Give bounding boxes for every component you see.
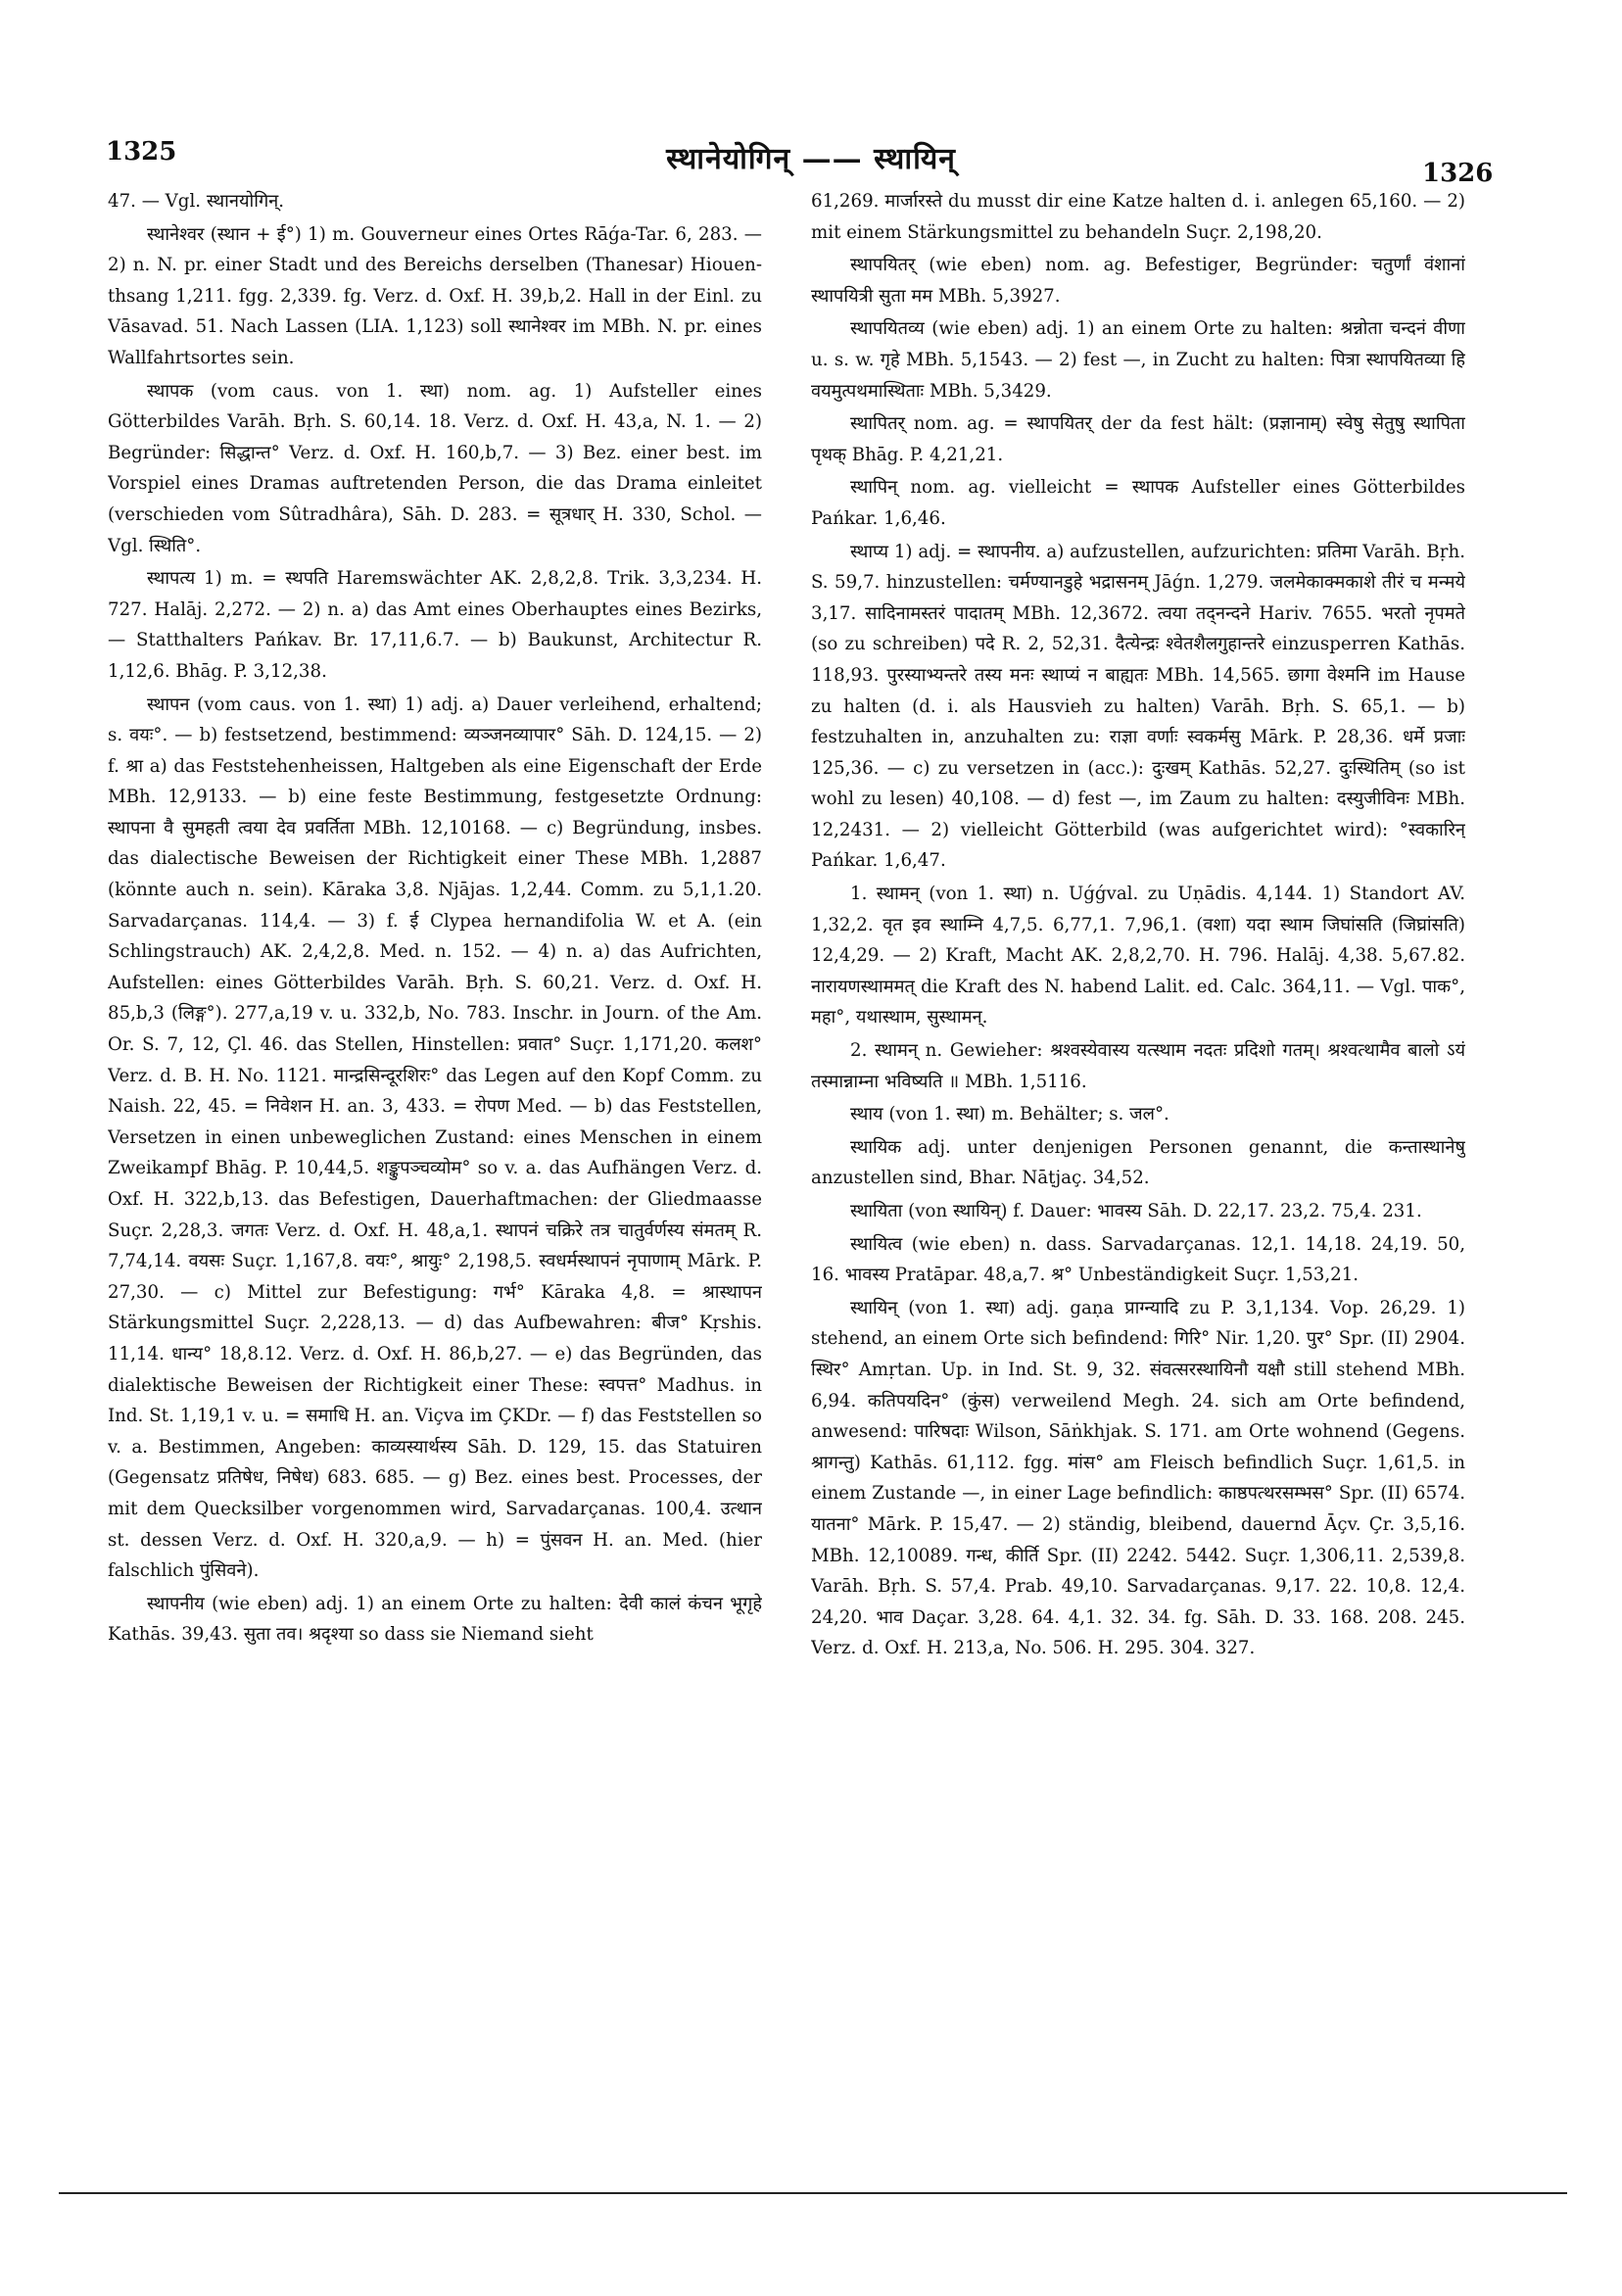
entry: स्थापक (vom caus. von 1. स्था) nom. ag. 1) Aufsteller eines Götterbildes Varāh. Bṛh. S. 60,14. 18. Verz. d. Oxf. H. 43,a, N. 1. — 2) Begründer: सिद्धान्त° Verz. d. Oxf. H. 160,b,7. — 3) Bez. einer best. im Vorspiel eines Dramas auftretenden Person, die das Drama einleitet (verschieden vom Sûtradhâra), Sāh. D. 283. = सूत्रधार् H. 330, Schol. — Vgl. स्थिति°. (108, 380, 762, 556)
right-column (811, 186, 1465, 2175)
entry: स्थापिन् nom. ag. vielleicht = स्थापक Aufsteller eines Götterbildes Pańkar. 1,6,46. (811, 477, 1465, 529)
page-number-right: 1326 (1422, 159, 1494, 188)
entry: स्थापितर् nom. ag. = स्थापयितर् der da fest hält: (प्रज्ञानाम्) स्वेषु सेतुषु स्थापिता पृथक् Bhāg. P. 4,21,21. (811, 413, 1465, 465)
entry: स्थायिन् (von 1. स्था) adj. gaṇa प्राग्न्यादि zu P. 3,1,134. Vop. 26,29. 1) stehend, an einem Orte sich befindend: गिरि° Nir. 1,20. पुर° Spr. (II) 2904. स्थिर° Amṛtan. Up. in Ind. St. 9, 32. संवत्सरस्थायिनौ यक्षौ still stehend MBh. 6,94. कतिपयदिन° (कुंस) verweilend Megh. 24. sich am Orte befindend, anwesend: पारिषदाः Wilson, Sāṅkhjak. S. 171. am Orte wohnend (Gegens. श्रागन्तु) Kathās. 61,112. fgg. मांस° am Fleisch befindlich Suçr. 1,61,5. in einem Zustande —, in einer Lage befindlich: काष्ठपत्थरसम्भस° Spr. (II) 6574. यातना° Mārk. P. 15,47. — 2) ständig, bleibend, dauernd Āçv. Çr. 3,5,16. MBh. 12,10089. गन्ध, कीर्ति Spr. (II) 2242. 5442. Suçr. 1,306,11. 2,539,8. Varāh. Bṛh. S. 57,4. Prab. 49,10. Sarvadarçanas. 9,17. 22. 10,8. 12,4. 24,20. भाव Daçar. 3,28. 64. 4,1. 32. 34. fg. Sāh. D. 33. 168. 208. 245. Verz. d. Oxf. H. 213,a, No. 506. H. 295. 304. 327. (811, 1297, 1465, 1659)
entry: 61,269. मार्जारस्ते du musst dir eine Katze halten d. i. anlegen 65,160. — 2) mit einem Stärkungsmittel zu behandeln Suçr. 2,198,20. (811, 191, 1465, 243)
entry: स्थानेश्वर (स्थान + ई°) 1) m. Gouverneur eines Ortes Rāǵa-Tar. 6, 283. — 2) n. N. pr. einer Stadt und des Bereichs derselben (Thanesar) Hiouen-thsang 1,211. fgg. 2,339. fg. Verz. d. Oxf. H. 39,b,2. Hall in der Einl. zu Vāsavad. 51. Nach Lassen (LIA. 1,123) soll स्थानेश्वर im MBh. N. pr. eines Wallfahrtsortes sein. (108, 223, 762, 368)
entry: स्थायिक adj. unter denjenigen Personen genannt, die कन्तास्थानेषु anzustellen sind, Bhar. Nāṭjaç. 34,52. (811, 1136, 1465, 1189)
entry: 1. स्थामन् (von 1. स्था) n. Uǵǵval. zu Uṇādis. 4,144. 1) Standort AV. 1,32,2. वृत इव स्थाम्नि 4,7,5. 6,77,1. 7,96,1. (वशा) यदा स्थाम जिघांसति (जिघ्रांसति) 12,4,29. — 2) Kraft, Macht AK. 2,8,2,70. H. 796. Halāj. 4,38. 5,67.82. नारायणस्थाममत् die Kraft des N. habend Lalit. ed. Calc. 364,11. — Vgl. पाक°, महा°, यथास्थाम, सुस्थामन्. (811, 884, 1465, 1028)
entry: स्थापन (vom caus. von 1. स्था) 1) adj. a) Dauer verleihend, erhaltend; s. वयः°. — b) festsetzend, bestimmend: व्यञ्जनव्यापार° Sāh. D. 124,15. — 2) f. श्रा a) das Feststehenheissen, Haltgeben als eine Eigenschaft der Erde MBh. 12,9133. — b) eine feste Bestimmung, festgesetzte Ordnung: स्थापना वै सुमहती त्वया देव प्रवर्तिता MBh. 12,10168. — c) Begründung, insbes. das dialectische Beweisen der Richtigkeit einer These MBh. 1,2887 (könnte auch n. sein). Kāraka 3,8. Njājas. 1,2,44. Comm. zu 5,1,1.20. Sarvadarçanas. 114,4. — 3) f. ई Clypea hernandifolia W. et A. (ein Schlingstrauch) AK. 2,4,2,8. Med. n. 152. — 4) n. a) das Aufrichten, Aufstellen: eines Götterbildes Varāh. Bṛh. S. 60,21. Verz. d. Oxf. H. 85,b,3 (लिङ्ग°). 277,a,19 v. u. 332,b, No. 783. Inschr. in Journ. of the Am. Or. S. 7, 12, Çl. 46. das Stellen, Hinstellen: प्रवात° Suçr. 1,171,20. कलश° Verz. d. B. H. No. 1121. मान्द्रसिन्दूरशिरः° das Legen auf den Kopf Comm. zu Naish. 22, 45. = निवेशन H. an. 3, 433. = रोपण Med. — b) das Feststellen, Versetzen in einen unbeweglichen Zustand: eines Menschen in einem Zweikampf Bhāg. P. 10,44,5. शङ्कुपञ्चव्योम° so v. a. das Aufhängen Verz. d. Oxf. H. 322,b,13. das Befestigen, Dauerhaftmachen: der Gliedmaasse Suçr. 2,28,3. जगतः Verz. d. Oxf. H. 48,a,1. स्थापनं चक्रिरे तत्र चातुर्वर्णस्य संमतम् R. 7,74,14. वयसः Suçr. 1,167,8. वयः°, श्रायुः° 2,198,5. स्वधर्मस्थापनं नृपाणाम् Mārk. P. 27,30. — c) Mittel zur Befestigung: गर्भ° Kāraka 4,8. = श्रास्थापन Stärkungsmittel Suçr. 2,228,13. — d) das Aufbewahren: बीज° Kṛshis. 11,14. धान्य° 18,8.12. Verz. d. Oxf. H. 86,b,27. — e) das Begründen, das dialektische Beweisen der Richtigkeit einer These: स्वपत्त° Madhus. in Ind. St. 1,19,1 v. u. = समाधि H. an. Viçva im ÇKDr. — f) das Feststellen so v. a. Bestimmen, Angeben: काव्यस्यार्थस्य Sāh. D. 129, 15. das Statuiren (Gegensatz प्रतिषेध, निषेध) 683. 685. — g) Bez. eines best. Processes, der mit dem Quecksilber vorgenommen wird, Sarvadarçanas. 100,4. उत्थान st. dessen Verz. d. Oxf. H. 320,a,9. — h) = पुंसवन H. an. Med. (hier falschlich पुंसिवने). (108, 694, 762, 1582)
entry: स्थाप्य 1) adj. = स्थापनीय. a) aufzustellen, aufzurichten: प्रतिमा Varāh. Bṛh. S. 59,7. hinzustellen: चर्मण्यानडुहे भद्रासनम् Jāǵn. 1,279. जलमेकाक्मकाशे तीरं च मन्मये 3,17. सादिनामस्तरं पादातम् MBh. 12,3672. त्वया तद्नन्दने Hariv. 7655. भरतो नृपमते (so zu schreiben) पदे R. 2, 52,31. दैत्येन्द्रः श्वेतशैलगुहान्तरे einzusperren Kathās. 118,93. पुरस्याभ्यन्तरे तस्य मनः स्थाप्यं न बाह्यतः MBh. 14,565. छागा वेश्मनि im Hause zu halten (d. i. als Hausvieh zu halten) Varāh. Bṛh. S. 65,1. — b) festzuhalten in, anzuhalten zu: राज्ञा वर्णाः स्वकर्मसु Mārk. P. 28,36. धर्मे प्रजाः 125,36. — c) zu versetzen in (acc.): दुःखम् Kathās. 52,27. दुःस्थितिम् (so ist wohl zu lesen) 40,108. — d) fest —, im Zaum zu halten: दस्युजीविनः MBh. 12,2431. — 2) vielleicht Götterbild (was aufgerichtet wird): °स्वकारिन् Pańkar. 1,6,47. (811, 541, 1465, 872)
running-headword: स्थानेयोगिन् —— स्थायिन् (666, 142, 956, 176)
page-number-left: 1325 (106, 137, 177, 167)
entry: स्थापनीय (wie eben) adj. 1) an einem Orte zu halten: देवी कालं कंचन भूगृहे Kathās. 39,43. सुता तव। श्रदृश्या so dass sie Niemand sieht (108, 1593, 762, 1646)
entry: 2. स्थामन् n. Gewieher: श्रश्वस्येवास्य यत्स्थाम नदतः प्रदिशो गतम्। श्रश्वत्थामैव बालो ऽयं तस्मान्नाम्ना भविष्यति ॥ MBh. 1,5116. (811, 1040, 1465, 1092)
bottom-rule (59, 2192, 1567, 2194)
entry: स्थाय (von 1. स्था) m. Behälter; s. जल°. (850, 1104, 1169, 1125)
entry: स्थायिता (von स्थायिन्) f. Dauer: भावस्य Sāh. D. 22,17. 23,2. 75,4. 231. (850, 1201, 1422, 1221)
entry: स्थापयितर् (wie eben) nom. ag. Befestiger, Begründer: चतुर्णां वंशानां स्थापयित्री सुता मम MBh. 5,3927. (811, 255, 1465, 307)
left-column (108, 186, 762, 2175)
entry: स्थायित्व (wie eben) n. dass. Sarvadarçanas. 12,1. 14,18. 24,19. 50, 16. भावस्य Pratāpar. 48,a,7. श्र° Unbeständigkeit Suçr. 1,53,21. (811, 1233, 1465, 1286)
entry: 47. — Vgl. स्थानयोगिन्. (108, 191, 285, 212)
entry: स्थापयितव्य (wie eben) adj. 1) an einem Orte zu halten: श्रन्नोता चन्दनं वीणा u. s. w. गृहे MBh. 5,1543. — 2) fest —, in Zucht zu halten: पित्रा स्थापयितव्या हि वयमुत्पथमास्थिताः MBh. 5,3429. (811, 318, 1465, 402)
entry: स्थापत्य 1) m. = स्थपति Haremswächter AK. 2,8,2,8. Trik. 3,3,234. H. 727. Halāj. 2,272. — 2) n. a) das Amt eines Oberhauptes eines Bezirks, — Statthalters Pańkav. Br. 17,11,6.7. — b) Baukunst, Architectur R. 1,12,6. Bhāg. P. 3,12,38. (108, 568, 762, 682)
